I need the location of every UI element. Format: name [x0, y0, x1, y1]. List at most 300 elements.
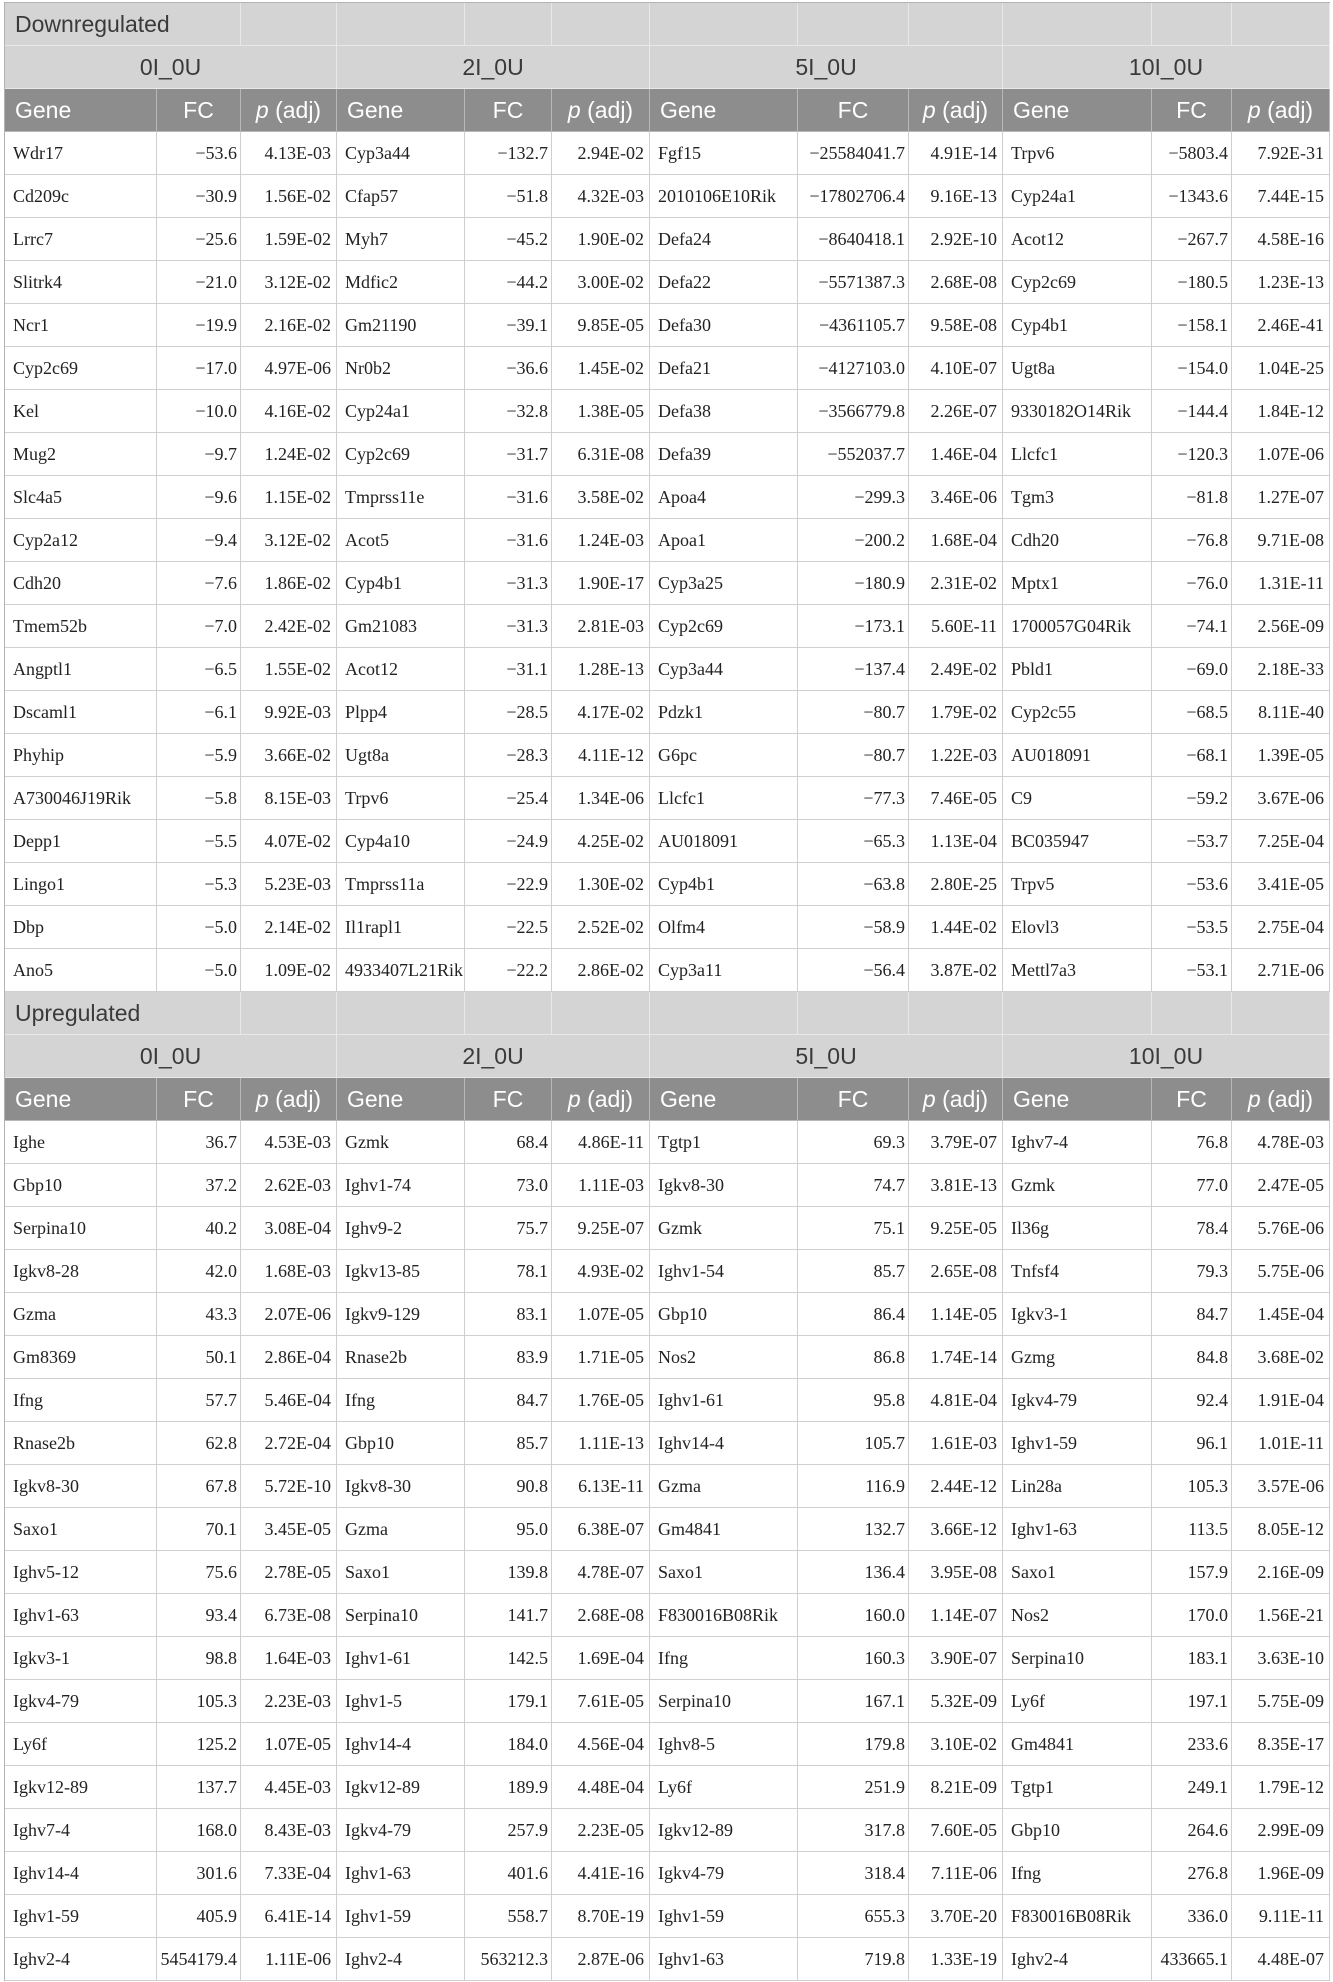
p-adj-cell: 1.07E-05 [552, 1293, 650, 1336]
fold-change-cell: −30.9 [157, 175, 241, 218]
section-title-row-cell [909, 3, 1003, 46]
group-header: 2I_0U [337, 1035, 650, 1078]
fold-change-cell: 95.0 [465, 1508, 552, 1551]
gene-name-cell: Nos2 [1003, 1594, 1152, 1637]
p-label: p [567, 96, 581, 123]
p-adj-cell: 1.56E-02 [241, 175, 337, 218]
gene-name-cell: Igkv4-79 [5, 1680, 157, 1723]
p-adj-cell: 3.08E-04 [241, 1207, 337, 1250]
gene-name-cell: Ncr1 [5, 304, 157, 347]
p-adj-cell: 1.86E-02 [241, 562, 337, 605]
fold-change-cell: 75.7 [465, 1207, 552, 1250]
p-adj-cell: 4.17E-02 [552, 691, 650, 734]
p-adj-cell: 2.42E-02 [241, 605, 337, 648]
fold-change-cell: 168.0 [157, 1809, 241, 1852]
gene-name-cell: Trpv6 [337, 777, 465, 820]
gene-name-cell: Llcfc1 [650, 777, 798, 820]
p-adj-cell: 6.13E-11 [552, 1465, 650, 1508]
p-adj-cell: 2.23E-03 [241, 1680, 337, 1723]
gene-name-cell: Dbp [5, 906, 157, 949]
gene-name-cell: Defa38 [650, 390, 798, 433]
p-label: p [255, 1085, 269, 1112]
p-adj-cell: 4.48E-04 [552, 1766, 650, 1809]
p-adj-cell: 8.70E-19 [552, 1895, 650, 1938]
p-adj-cell: 2.65E-08 [909, 1250, 1003, 1293]
gene-name-cell: Gbp10 [337, 1422, 465, 1465]
gene-name-cell: Myh7 [337, 218, 465, 261]
gene-name-cell: Ano5 [5, 949, 157, 992]
gene-name-cell: Tmprss11a [337, 863, 465, 906]
p-adj-cell: 1.90E-17 [552, 562, 650, 605]
p-adj-cell: 2.26E-07 [909, 390, 1003, 433]
fold-change-cell: −137.4 [798, 648, 909, 691]
gene-name-cell: Igkv8-30 [650, 1164, 798, 1207]
p-adj-cell: 7.33E-04 [241, 1852, 337, 1895]
fold-change-cell: −132.7 [465, 132, 552, 175]
gene-name-cell: Acot12 [337, 648, 465, 691]
gene-name-cell: C9 [1003, 777, 1152, 820]
p-adj-cell: 8.05E-12 [1232, 1508, 1330, 1551]
fold-change-cell: −17802706.4 [798, 175, 909, 218]
p-adj-cell: 1.91E-04 [1232, 1379, 1330, 1422]
p-adj-cell: 2.80E-25 [909, 863, 1003, 906]
gene-name-cell: Ighv1-63 [5, 1594, 157, 1637]
p-adj-cell: 2.75E-04 [1232, 906, 1330, 949]
p-adj-cell: 3.95E-08 [909, 1551, 1003, 1594]
fold-change-cell: −7.0 [157, 605, 241, 648]
fold-change-cell: 301.6 [157, 1852, 241, 1895]
p-adj-cell: 3.45E-05 [241, 1508, 337, 1551]
gene-name-cell: Ighv2-4 [337, 1938, 465, 1981]
p-adj-cell: 1.31E-11 [1232, 562, 1330, 605]
gene-name-cell: Gm21083 [337, 605, 465, 648]
p-adj-cell: 1.34E-06 [552, 777, 650, 820]
p-adj-cell: 1.44E-02 [909, 906, 1003, 949]
gene-name-cell: Ighv14-4 [5, 1852, 157, 1895]
section-title-row-cell [552, 992, 650, 1035]
fold-change-cell: −31.3 [465, 562, 552, 605]
p-adj-cell: 3.00E-02 [552, 261, 650, 304]
fold-change-cell: 83.1 [465, 1293, 552, 1336]
column-header-p-adj [241, 89, 337, 132]
p-adj-cell: 4.86E-11 [552, 1121, 650, 1164]
fold-change-cell: −5803.4 [1152, 132, 1232, 175]
fold-change-cell: 43.3 [157, 1293, 241, 1336]
gene-name-cell: Acot12 [1003, 218, 1152, 261]
p-adj-cell: 1.07E-06 [1232, 433, 1330, 476]
p-adj-cell: 4.16E-02 [241, 390, 337, 433]
section-title-row-cell [241, 992, 337, 1035]
p-adj-cell: 3.79E-07 [909, 1121, 1003, 1164]
gene-name-cell: Slitrk4 [5, 261, 157, 304]
p-adj-cell: 2.56E-09 [1232, 605, 1330, 648]
gene-name-cell: Cyp4a10 [337, 820, 465, 863]
upregulated-section [5, 992, 1330, 1981]
p-adj-cell: 7.44E-15 [1232, 175, 1330, 218]
fold-change-cell: 401.6 [465, 1852, 552, 1895]
p-adj-cell: 7.11E-06 [909, 1852, 1003, 1895]
column-header-gene: Gene [5, 89, 157, 132]
section-title-row-cell [552, 3, 650, 46]
p-adj-cell: 1.11E-06 [241, 1938, 337, 1981]
fold-change-cell: −17.0 [157, 347, 241, 390]
fold-change-cell: 264.6 [1152, 1809, 1232, 1852]
fold-change-cell: 167.1 [798, 1680, 909, 1723]
adj-label: (adj) [935, 96, 989, 123]
p-adj-cell: 1.79E-12 [1232, 1766, 1330, 1809]
fold-change-cell: −5.9 [157, 734, 241, 777]
gene-name-cell: Trpv6 [1003, 132, 1152, 175]
fold-change-cell: 40.2 [157, 1207, 241, 1250]
fold-change-cell: 75.1 [798, 1207, 909, 1250]
column-header-gene: Gene [337, 89, 465, 132]
fold-change-cell: −31.6 [465, 519, 552, 562]
p-adj-cell: 2.62E-03 [241, 1164, 337, 1207]
fold-change-cell: 70.1 [157, 1508, 241, 1551]
fold-change-cell: −299.3 [798, 476, 909, 519]
p-adj-cell: 4.25E-02 [552, 820, 650, 863]
fold-change-cell: 62.8 [157, 1422, 241, 1465]
column-header-fc: FC [798, 1078, 909, 1121]
gene-name-cell: Gzma [337, 1508, 465, 1551]
adj-label: (adj) [268, 1085, 322, 1112]
gene-name-cell: Cyp24a1 [337, 390, 465, 433]
gene-name-cell: Cfap57 [337, 175, 465, 218]
fold-change-cell: −5.3 [157, 863, 241, 906]
p-label: p [567, 1085, 581, 1112]
fold-change-cell: 85.7 [465, 1422, 552, 1465]
gene-name-cell: Defa22 [650, 261, 798, 304]
p-adj-cell: 2.87E-06 [552, 1938, 650, 1981]
p-adj-cell: 2.23E-05 [552, 1809, 650, 1852]
p-adj-cell: 4.91E-14 [909, 132, 1003, 175]
fold-change-cell: −80.7 [798, 734, 909, 777]
p-adj-cell: 4.56E-04 [552, 1723, 650, 1766]
fold-change-cell: −69.0 [1152, 648, 1232, 691]
gene-name-cell: Ighe [5, 1121, 157, 1164]
p-adj-cell: 1.39E-05 [1232, 734, 1330, 777]
fold-change-cell: −22.5 [465, 906, 552, 949]
p-adj-cell: 9.92E-03 [241, 691, 337, 734]
p-adj-cell: 4.78E-03 [1232, 1121, 1330, 1164]
section-title-row-cell [465, 992, 552, 1035]
p-adj-cell: 1.13E-04 [909, 820, 1003, 863]
section-title-row-cell [337, 992, 465, 1035]
gene-name-cell: Angptl1 [5, 648, 157, 691]
p-adj-cell: 6.38E-07 [552, 1508, 650, 1551]
p-adj-cell: 9.25E-05 [909, 1207, 1003, 1250]
column-header-p-adj [552, 1078, 650, 1121]
fold-change-cell: 78.4 [1152, 1207, 1232, 1250]
p-adj-cell: 1.46E-04 [909, 433, 1003, 476]
gene-name-cell: Tgm3 [1003, 476, 1152, 519]
p-adj-cell: 1.11E-03 [552, 1164, 650, 1207]
p-adj-cell: 8.35E-17 [1232, 1723, 1330, 1766]
group-header: 10I_0U [1003, 1035, 1330, 1078]
fold-change-cell: −158.1 [1152, 304, 1232, 347]
gene-name-cell: Gzma [5, 1293, 157, 1336]
fold-change-cell: 405.9 [157, 1895, 241, 1938]
p-adj-cell: 3.10E-02 [909, 1723, 1003, 1766]
p-label: p [255, 96, 269, 123]
gene-name-cell: Igkv4-79 [650, 1852, 798, 1895]
gene-name-cell: Lingo1 [5, 863, 157, 906]
gene-name-cell: Igkv13-85 [337, 1250, 465, 1293]
p-adj-cell: 3.68E-02 [1232, 1336, 1330, 1379]
fold-change-cell: 160.3 [798, 1637, 909, 1680]
p-adj-cell: 8.11E-40 [1232, 691, 1330, 734]
fold-change-cell: −32.8 [465, 390, 552, 433]
gene-name-cell: Ighv14-4 [650, 1422, 798, 1465]
fold-change-cell: −58.9 [798, 906, 909, 949]
fold-change-cell: −53.1 [1152, 949, 1232, 992]
gene-name-cell: Ighv9-2 [337, 1207, 465, 1250]
fold-change-cell: −180.9 [798, 562, 909, 605]
gene-name-cell: Ighv1-59 [1003, 1422, 1152, 1465]
gene-name-cell: Depp1 [5, 820, 157, 863]
fold-change-cell: 74.7 [798, 1164, 909, 1207]
group-header: 0I_0U [5, 1035, 337, 1078]
gene-name-cell: Lrrc7 [5, 218, 157, 261]
p-adj-cell: 3.58E-02 [552, 476, 650, 519]
gene-name-cell: Ighv1-59 [650, 1895, 798, 1938]
fold-change-cell: −31.1 [465, 648, 552, 691]
fold-change-cell: 170.0 [1152, 1594, 1232, 1637]
p-adj-cell: 1.15E-02 [241, 476, 337, 519]
fold-change-cell: −51.8 [465, 175, 552, 218]
p-adj-cell: 9.25E-07 [552, 1207, 650, 1250]
fold-change-cell: 179.8 [798, 1723, 909, 1766]
fold-change-cell: 139.8 [465, 1551, 552, 1594]
p-adj-cell: 5.46E-04 [241, 1379, 337, 1422]
gene-name-cell: Ighv1-59 [5, 1895, 157, 1938]
gene-name-cell: Cyp2c69 [650, 605, 798, 648]
gene-name-cell: Ighv1-5 [337, 1680, 465, 1723]
p-adj-cell: 7.61E-05 [552, 1680, 650, 1723]
p-adj-cell: 3.41E-05 [1232, 863, 1330, 906]
gene-name-cell: Pdzk1 [650, 691, 798, 734]
fold-change-cell: −53.7 [1152, 820, 1232, 863]
fold-change-cell: −4361105.7 [798, 304, 909, 347]
gene-name-cell: Rnase2b [5, 1422, 157, 1465]
adj-label: (adj) [1260, 96, 1314, 123]
column-header-fc: FC [1152, 89, 1232, 132]
gene-name-cell: Ighv8-5 [650, 1723, 798, 1766]
p-adj-cell: 5.32E-09 [909, 1680, 1003, 1723]
fold-change-cell: 197.1 [1152, 1680, 1232, 1723]
section-title-row-cell [909, 992, 1003, 1035]
section-title-row-cell [1152, 3, 1232, 46]
p-adj-cell: 1.84E-12 [1232, 390, 1330, 433]
gene-name-cell: Ly6f [650, 1766, 798, 1809]
fold-change-cell: −4127103.0 [798, 347, 909, 390]
gene-name-cell: Tgtp1 [650, 1121, 798, 1164]
gene-name-cell: Ighv7-4 [5, 1809, 157, 1852]
gene-name-cell: BC035947 [1003, 820, 1152, 863]
fold-change-cell: 68.4 [465, 1121, 552, 1164]
gene-name-cell: Ighv1-59 [337, 1895, 465, 1938]
column-header-gene: Gene [337, 1078, 465, 1121]
fold-change-cell: 249.1 [1152, 1766, 1232, 1809]
p-adj-cell: 1.28E-13 [552, 648, 650, 691]
p-adj-cell: 5.76E-06 [1232, 1207, 1330, 1250]
fold-change-cell: 5454179.4 [157, 1938, 241, 1981]
gene-name-cell: 2010106E10Rik [650, 175, 798, 218]
fold-change-cell: −36.6 [465, 347, 552, 390]
p-adj-cell: 7.25E-04 [1232, 820, 1330, 863]
fold-change-cell: −65.3 [798, 820, 909, 863]
gene-name-cell: Lin28a [1003, 1465, 1152, 1508]
p-adj-cell: 2.44E-12 [909, 1465, 1003, 1508]
gene-name-cell: Cyp3a44 [337, 132, 465, 175]
fold-change-cell: −28.3 [465, 734, 552, 777]
gene-name-cell: Mdfic2 [337, 261, 465, 304]
fold-change-cell: 83.9 [465, 1336, 552, 1379]
fold-change-cell: 50.1 [157, 1336, 241, 1379]
gene-name-cell: Tmem52b [5, 605, 157, 648]
fold-change-cell: −31.6 [465, 476, 552, 519]
p-adj-cell: 5.75E-09 [1232, 1680, 1330, 1723]
gene-name-cell: Mettl7a3 [1003, 949, 1152, 992]
fold-change-cell: 257.9 [465, 1809, 552, 1852]
gene-name-cell: Cyp3a11 [650, 949, 798, 992]
gene-name-cell: Saxo1 [5, 1508, 157, 1551]
p-adj-cell: 6.73E-08 [241, 1594, 337, 1637]
gene-name-cell: Igkv4-79 [337, 1809, 465, 1852]
section-title: Downregulated [5, 3, 241, 46]
gene-name-cell: Apoa4 [650, 476, 798, 519]
group-header: 0I_0U [5, 46, 337, 89]
group-header: 2I_0U [337, 46, 650, 89]
p-label: p [922, 1085, 936, 1112]
column-header-fc: FC [465, 1078, 552, 1121]
gene-name-cell: Ly6f [1003, 1680, 1152, 1723]
section-title-row-cell [798, 992, 909, 1035]
gene-name-cell: 9330182O14Rik [1003, 390, 1152, 433]
p-adj-cell: 2.92E-10 [909, 218, 1003, 261]
p-adj-cell: 1.07E-05 [241, 1723, 337, 1766]
column-header-fc: FC [157, 1078, 241, 1121]
fold-change-cell: −31.3 [465, 605, 552, 648]
fold-change-cell: 251.9 [798, 1766, 909, 1809]
fold-change-cell: −68.1 [1152, 734, 1232, 777]
gene-name-cell: Igkv9-129 [337, 1293, 465, 1336]
gene-name-cell: Defa30 [650, 304, 798, 347]
fold-change-cell: −39.1 [465, 304, 552, 347]
p-adj-cell: 4.41E-16 [552, 1852, 650, 1895]
p-adj-cell: 3.81E-13 [909, 1164, 1003, 1207]
fold-change-cell: −5.0 [157, 949, 241, 992]
gene-name-cell: Saxo1 [650, 1551, 798, 1594]
gene-name-cell: Igkv8-30 [5, 1465, 157, 1508]
adj-label: (adj) [580, 1085, 634, 1112]
fold-change-cell: −81.8 [1152, 476, 1232, 519]
column-header-gene: Gene [650, 1078, 798, 1121]
p-adj-cell: 4.58E-16 [1232, 218, 1330, 261]
gene-name-cell: Ighv1-63 [650, 1938, 798, 1981]
fold-change-cell: −25.6 [157, 218, 241, 261]
gene-name-cell: Cyp4b1 [650, 863, 798, 906]
fold-change-cell: 69.3 [798, 1121, 909, 1164]
gene-name-cell: Saxo1 [1003, 1551, 1152, 1594]
gene-name-cell: Ighv1-63 [337, 1852, 465, 1895]
gene-name-cell: Cyp24a1 [1003, 175, 1152, 218]
fold-change-cell: 142.5 [465, 1637, 552, 1680]
fold-change-cell: 719.8 [798, 1938, 909, 1981]
p-adj-cell: 2.94E-02 [552, 132, 650, 175]
p-adj-cell: 1.11E-13 [552, 1422, 650, 1465]
p-adj-cell: 1.61E-03 [909, 1422, 1003, 1465]
fold-change-cell: 558.7 [465, 1895, 552, 1938]
fold-change-cell: −5.0 [157, 906, 241, 949]
gene-name-cell: Ighv2-4 [1003, 1938, 1152, 1981]
fold-change-cell: −154.0 [1152, 347, 1232, 390]
gene-name-cell: Wdr17 [5, 132, 157, 175]
p-adj-cell: 2.49E-02 [909, 648, 1003, 691]
column-header-p-adj [552, 89, 650, 132]
p-adj-cell: 9.58E-08 [909, 304, 1003, 347]
gene-name-cell: Cdh20 [5, 562, 157, 605]
fold-change-cell: −6.1 [157, 691, 241, 734]
gene-name-cell: Igkv8-30 [337, 1465, 465, 1508]
gene-name-cell: Gm4841 [1003, 1723, 1152, 1766]
fold-change-cell: −76.8 [1152, 519, 1232, 562]
fold-change-cell: 42.0 [157, 1250, 241, 1293]
column-header-fc: FC [157, 89, 241, 132]
fold-change-cell: 76.8 [1152, 1121, 1232, 1164]
fold-change-cell: 67.8 [157, 1465, 241, 1508]
fold-change-cell: −45.2 [465, 218, 552, 261]
adj-label: (adj) [935, 1085, 989, 1112]
fold-change-cell: −173.1 [798, 605, 909, 648]
gene-name-cell: Gbp10 [1003, 1809, 1152, 1852]
p-adj-cell: 1.14E-05 [909, 1293, 1003, 1336]
fold-change-cell: −53.5 [1152, 906, 1232, 949]
gene-name-cell: Pbld1 [1003, 648, 1152, 691]
fold-change-cell: −63.8 [798, 863, 909, 906]
fold-change-cell: −53.6 [157, 132, 241, 175]
adj-label: (adj) [268, 96, 322, 123]
p-adj-cell: 5.60E-11 [909, 605, 1003, 648]
fold-change-cell: 179.1 [465, 1680, 552, 1723]
p-adj-cell: 3.70E-20 [909, 1895, 1003, 1938]
fold-change-cell: −1343.6 [1152, 175, 1232, 218]
gene-name-cell: Ifng [650, 1637, 798, 1680]
column-header-fc: FC [798, 89, 909, 132]
p-adj-cell: 1.96E-09 [1232, 1852, 1330, 1895]
fold-change-cell: −80.7 [798, 691, 909, 734]
fold-change-cell: −44.2 [465, 261, 552, 304]
fold-change-cell: 86.8 [798, 1336, 909, 1379]
fold-change-cell: −552037.7 [798, 433, 909, 476]
p-adj-cell: 1.55E-02 [241, 648, 337, 691]
gene-name-cell: Ighv2-4 [5, 1938, 157, 1981]
group-header: 5I_0U [650, 1035, 1003, 1078]
fold-change-cell: −9.4 [157, 519, 241, 562]
fold-change-cell: −22.9 [465, 863, 552, 906]
gene-name-cell: Dscaml1 [5, 691, 157, 734]
fold-change-cell: −7.6 [157, 562, 241, 605]
fold-change-cell: −8640418.1 [798, 218, 909, 261]
gene-name-cell: Ighv5-12 [5, 1551, 157, 1594]
fold-change-cell: −5.5 [157, 820, 241, 863]
p-adj-cell: 2.52E-02 [552, 906, 650, 949]
gene-name-cell: Cdh20 [1003, 519, 1152, 562]
gene-name-cell: Ighv7-4 [1003, 1121, 1152, 1164]
gene-name-cell: Ighv14-4 [337, 1723, 465, 1766]
section-title-row-cell [241, 3, 337, 46]
p-adj-cell: 5.75E-06 [1232, 1250, 1330, 1293]
